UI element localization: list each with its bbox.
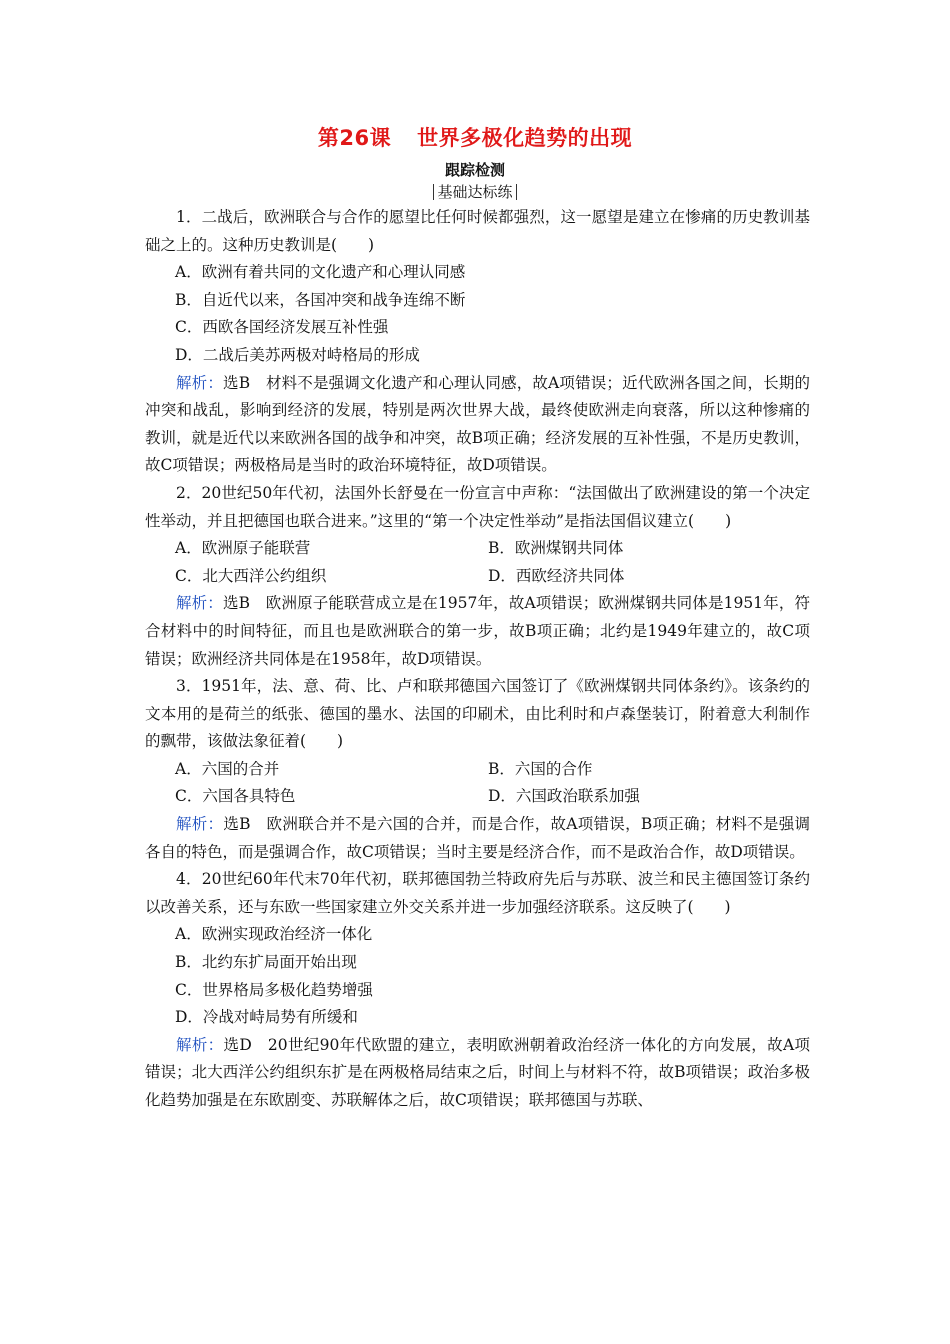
analysis-label: 解析： <box>176 1035 224 1054</box>
question-3 <box>145 673 810 866</box>
option-c: C．西欧各国经济发展互补性强 <box>175 318 389 337</box>
option-c: C．六国各具特色 <box>175 787 296 806</box>
option-d: D．冷战对峙局势有所缓和 <box>175 1008 358 1027</box>
analysis <box>145 590 810 673</box>
option-c: C．北大西洋公约组织 <box>175 566 327 585</box>
option-b: B．自近代以来，各国冲突和战争连绵不断 <box>175 290 466 309</box>
analysis <box>145 1032 810 1115</box>
option-c: C．世界格局多极化趋势增强 <box>175 980 373 999</box>
option-a: A．欧洲原子能联营 <box>175 539 311 558</box>
question-stem: 2．20世纪50年代初，法国外长舒曼在一份宣言中声称：“法国做出了欧洲建设的第一个决定性举动，并且把德国也联合进来。”这里的“第一个决定性举动”是指法国倡议建立( ) <box>145 483 810 530</box>
analysis-text: 选B 材料不是强调文化遗产和心理认同感，故A项错误；近代欧洲各国之间，长期的冲突和战乱，影响到经济的发展，特别是两次世界大战，最终使欧洲走向衰落，所以这种惨痛的教训，就是近代以来欧洲各国的战争和冲突，故B项正确；经济发展的互补性强，不是历史教训，故C项错误；两极格局是当时的政治环境特征，故D项错误。 <box>145 373 810 475</box>
option-row <box>145 563 810 591</box>
option-d: D．六国政治联系加强 <box>488 787 640 806</box>
question-stem: 1．二战后，欧洲联合与合作的愿望比任何时候都强烈，这一愿望是建立在惨痛的历史教训基础之上的。这种历史教训是( ) <box>145 208 810 254</box>
question-2 <box>145 480 810 673</box>
option-row <box>145 756 810 784</box>
option-a: A．欧洲有着共同的文化遗产和心理认同感 <box>175 263 466 282</box>
analysis-label: 解析： <box>176 373 224 392</box>
option-d: D．西欧经济共同体 <box>488 566 625 585</box>
page-title <box>0 122 950 152</box>
section-label: 基础达标练 <box>433 184 516 200</box>
question-list <box>145 204 810 1115</box>
option-d: D．二战后美苏两极对峙格局的形成 <box>175 345 420 364</box>
option-b: B．北约东扩局面开始出现 <box>175 953 357 972</box>
option-b: B．六国的合作 <box>488 759 593 778</box>
analysis-text: 选D 20世纪90年代欧盟的建立，表明欧洲朝着政治经济一体化的方向发展，故A项错误；北大西洋公约组织东扩是在两极格局结束之后，时间上与材料不符，故B项错误；政治多极化趋势加强是在东欧剧变、苏联解体之后，故C项错误；联邦德国与苏联、 <box>145 1035 810 1109</box>
analysis-text: 选B 欧洲原子能联营成立是在1957年，故A项错误；欧洲煤钢共同体是1951年，符合材料中的时间特征，而且也是欧洲联合的第一步，故B项正确；北约是1949年建立的，故C项错误；欧洲经济共同体是在1958年，故D项错误。 <box>145 594 810 668</box>
option-a: A．六国的合并 <box>175 759 280 778</box>
analysis-text: 选B 欧洲联合并不是六国的合并，而是合作，故A项错误，B项正确；材料不是强调各自的特色，而是强调合作，故C项错误；当时主要是经济合作，而不是政治合作，故D项错误。 <box>145 815 810 861</box>
option-row <box>145 783 810 811</box>
option-row <box>145 535 810 563</box>
analysis-label: 解析： <box>176 594 223 613</box>
option-a: A．欧洲实现政治经济一体化 <box>175 925 373 944</box>
section-heading <box>0 183 950 201</box>
page-subtitle: 跟踪检测 <box>444 161 505 179</box>
lesson-topic: 世界多极化趋势的出现 <box>417 126 633 150</box>
question-stem: 3．1951年，法、意、荷、比、卢和联邦德国六国签订了《欧洲煤钢共同体条约》。该条约的文本用的是荷兰的纸张、德国的墨水、法国的印刷术，由比利时和卢森堡装订，附着意大利制作的飘带，该做法象征着( ) <box>145 677 810 751</box>
analysis <box>145 811 810 866</box>
question-stem: 4．20世纪60年代末70年代初，联邦德国勃兰特政府先后与苏联、波兰和民主德国签订条约以改善关系，还与东欧一些国家建立外交关系并进一步加强经济联系。这反映了( ) <box>145 870 810 916</box>
question-1 <box>145 204 810 480</box>
option-b: B．欧洲煤钢共同体 <box>488 539 624 558</box>
analysis <box>145 370 810 480</box>
analysis-label: 解析： <box>176 815 224 834</box>
lesson-number: 第26课 <box>317 126 392 150</box>
question-4 <box>145 866 810 1114</box>
